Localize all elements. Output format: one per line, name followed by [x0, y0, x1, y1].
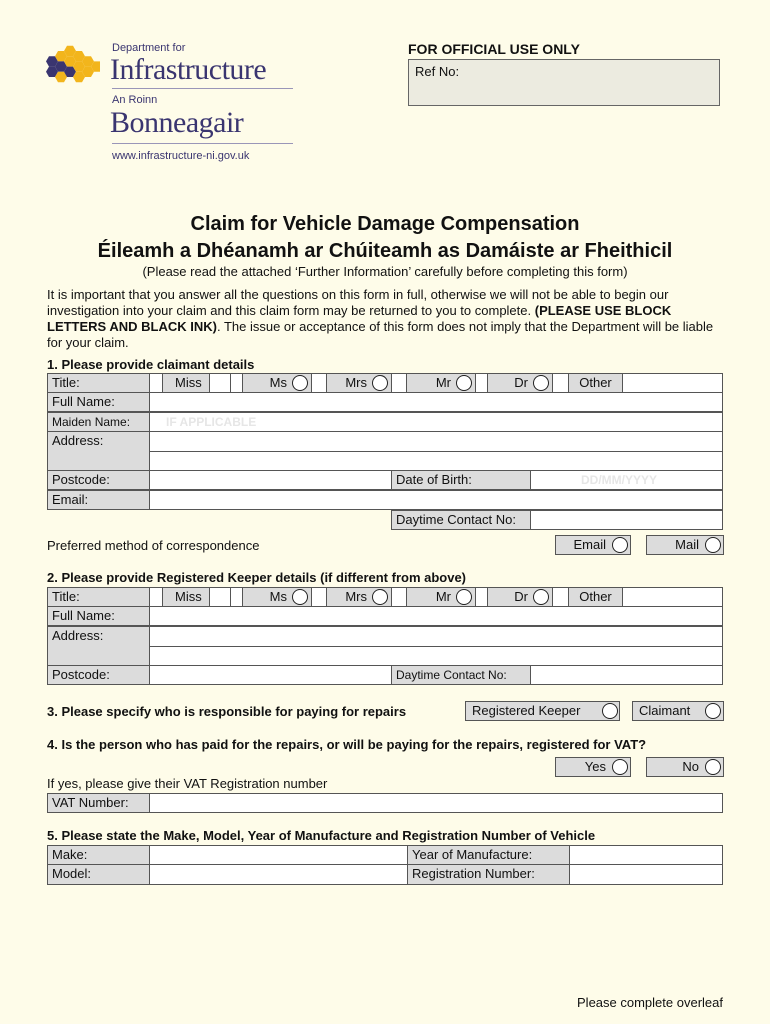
maiden-name-label: Maiden Name:: [47, 412, 150, 432]
address-label: Address:: [47, 431, 150, 471]
full-name-label: Full Name:: [47, 392, 150, 412]
official-use-heading: FOR OFFICIAL USE ONLY: [408, 41, 580, 57]
keeper-title-miss-checkbox[interactable]: [209, 587, 231, 607]
ref-no-field[interactable]: [408, 59, 720, 106]
keeper-title-option-other: [568, 587, 623, 607]
title-option-other: [568, 373, 623, 393]
keeper-title-radio-ms[interactable]: [292, 589, 308, 605]
keeper-full-name-input[interactable]: [149, 606, 723, 626]
keeper-address-label: Address:: [47, 626, 150, 666]
email-input[interactable]: [149, 490, 723, 510]
logo-department-for: Department for: [112, 42, 186, 54]
model-input[interactable]: [149, 864, 408, 885]
email-option-label: Email: [573, 537, 606, 552]
vat-yes-radio[interactable]: [612, 759, 628, 775]
daytime-contact-label: Daytime Contact No:: [391, 510, 531, 530]
keeper-title-option-label: Mrs: [345, 589, 367, 604]
intro-paragraph: [47, 287, 727, 351]
logo-website: www.infrastructure-ni.gov.uk: [112, 150, 250, 162]
address-line-1-input[interactable]: [149, 431, 723, 452]
logo-divider: [112, 143, 293, 144]
title-option-label: Dr: [514, 375, 528, 390]
registration-input[interactable]: [569, 864, 723, 885]
keeper-postcode-input[interactable]: [149, 665, 392, 685]
keeper-title-option-label: Miss: [175, 589, 202, 604]
keeper-address-line-2-input[interactable]: [149, 646, 723, 666]
section-3-heading: 3. Please specify who is responsible for paying for repairs: [47, 704, 407, 719]
maiden-name-placeholder: IF APPLICABLE: [166, 415, 257, 429]
email-radio[interactable]: [612, 537, 628, 553]
postcode-label: Postcode:: [47, 470, 150, 490]
keeper-postcode-label: Postcode:: [47, 665, 150, 685]
page-subtitle: (Please read the attached ‘Further Information’ carefully before completing this form): [142, 264, 628, 279]
keeper-title-radio-mrs[interactable]: [372, 589, 388, 605]
dob-label: Date of Birth:: [391, 470, 531, 490]
hexagon-logo-icon: [44, 43, 100, 103]
dob-input[interactable]: [530, 470, 723, 490]
keeper-title-other-input[interactable]: [622, 587, 723, 607]
year-input[interactable]: [569, 845, 723, 865]
title-option-label: Miss: [175, 375, 202, 390]
title-radio-mr[interactable]: [456, 375, 472, 391]
vat-number-input[interactable]: [149, 793, 723, 813]
ref-no-label: Ref No:: [415, 64, 460, 79]
page-title-irish: Éileamh a Dhéanamh ar Chúiteamh as Damáiste ar Fheithicil: [97, 240, 673, 262]
intro-emphasis: (PLEASE USE BLOCK LETTERS AND BLACK INK): [47, 303, 672, 334]
title-option-label: Other: [579, 375, 612, 390]
intro-text-end: . The issue or acceptance of this form does not imply that the Department will be liable for your claim.: [47, 319, 714, 350]
email-label: Email:: [47, 490, 150, 510]
keeper-full-name-label: Full Name:: [47, 606, 150, 626]
title-option-label: Ms: [269, 375, 287, 390]
logo-divider: [112, 88, 293, 89]
page-title: Claim for Vehicle Damage Compensation: [190, 213, 580, 235]
registered-keeper-label: Registered Keeper: [472, 703, 581, 718]
title-other-input[interactable]: [622, 373, 723, 393]
model-label: Model:: [47, 864, 150, 885]
keeper-title-label: Title:: [47, 587, 150, 607]
registered-keeper-option: [465, 701, 620, 721]
title-radio-mrs[interactable]: [372, 375, 388, 391]
make-input[interactable]: [149, 845, 408, 865]
vat-yes-label: Yes: [584, 759, 606, 774]
keeper-title-radio-mr[interactable]: [456, 589, 472, 605]
keeper-daytime-contact-input[interactable]: [530, 665, 723, 685]
logo-infrastructure: Infrastructure: [110, 53, 267, 86]
year-label: Year of Manufacture:: [407, 845, 570, 865]
claimant-label: Claimant: [639, 703, 691, 718]
footer-note: Please complete overleaf: [577, 995, 723, 1010]
postcode-input[interactable]: [149, 470, 392, 490]
section-4-heading: 4. Is the person who has paid for the repairs, or will be paying for the repairs, registered for VAT?: [47, 737, 647, 752]
vat-prompt: If yes, please give their VAT Registration number: [47, 776, 328, 791]
logo-an-roinn: An Roinn: [112, 94, 158, 106]
keeper-address-line-1-input[interactable]: [149, 626, 723, 647]
mail-option-label: Mail: [675, 537, 699, 552]
address-line-2-input[interactable]: [149, 451, 723, 471]
section-5-heading: 5. Please state the Make, Model, Year of Manufacture and Registration Number of Vehicle: [47, 828, 596, 843]
vat-no-label: No: [682, 759, 699, 774]
daytime-contact-input[interactable]: [530, 510, 723, 530]
registration-label: Registration Number:: [407, 864, 570, 885]
keeper-title-radio-dr[interactable]: [533, 589, 549, 605]
dob-placeholder: DD/MM/YYYY: [581, 473, 658, 487]
keeper-daytime-contact-label: Daytime Contact No:: [391, 665, 531, 685]
correspondence-prompt: Preferred method of correspondence: [47, 538, 260, 553]
keeper-title-option-label: Other: [579, 589, 612, 604]
title-radio-ms[interactable]: [292, 375, 308, 391]
title-miss-checkbox[interactable]: [209, 373, 231, 393]
maiden-name-input[interactable]: [149, 412, 723, 432]
full-name-input[interactable]: [149, 392, 723, 412]
make-label: Make:: [47, 845, 150, 865]
claimant-radio[interactable]: [705, 703, 721, 719]
section-1-heading: 1. Please provide claimant details: [47, 357, 255, 372]
title-option-label: Mrs: [345, 375, 367, 390]
keeper-title-option-label: Ms: [269, 589, 287, 604]
section-2-heading: 2. Please provide Registered Keeper details (if different from above): [47, 570, 467, 585]
mail-radio[interactable]: [705, 537, 721, 553]
registered-keeper-radio[interactable]: [602, 703, 618, 719]
intro-text: It is important that you answer all the questions on this form in full, otherwise we will not be able to begin our investigation into your claim and this claim form may be returned to you to complete.: [47, 287, 669, 318]
title-label: Title:: [47, 373, 150, 393]
keeper-title-option-label: Mr: [435, 589, 451, 604]
department-logo: [44, 40, 304, 165]
vat-number-label: VAT Number:: [47, 793, 150, 813]
vat-no-radio[interactable]: [705, 759, 721, 775]
title-option-label: Mr: [435, 375, 451, 390]
title-radio-dr[interactable]: [533, 375, 549, 391]
keeper-title-option-label: Dr: [514, 589, 528, 604]
logo-bonneagair: Bonneagair: [110, 106, 244, 139]
